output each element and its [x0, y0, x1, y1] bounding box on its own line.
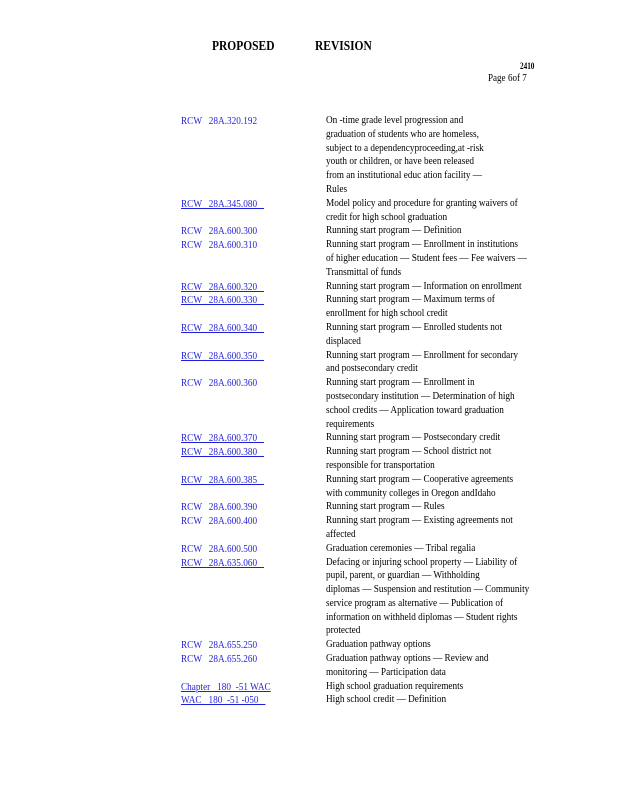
citation-description — [326, 197, 616, 225]
description-line: school credits — Application toward graduation — [326, 403, 504, 416]
description-line: protected — [326, 624, 361, 637]
description-line: with community colleges in Oregon andIdaho — [326, 486, 496, 499]
description-line: Running start program — Enrollment in institutions — [326, 238, 518, 251]
citation-label: RCW 28A.655.250 — [181, 639, 258, 652]
citation-description — [326, 473, 616, 501]
description-line: of higher education — Student fees — Fee waivers — — [326, 251, 527, 264]
citation-label: RCW 28A.600.400 — [181, 515, 258, 528]
citation-link[interactable]: RCW 28A.600.380 — [181, 446, 265, 459]
reference-row — [0, 431, 618, 445]
citation-description — [326, 652, 616, 680]
description-line: Defacing or injuring school property — Liability of — [326, 555, 518, 568]
description-line: youth or children, or have been released — [326, 155, 475, 168]
citation-label: RCW 28A.600.500 — [181, 542, 258, 555]
reference-row — [0, 376, 618, 431]
description-line: On -time grade level progression and — [326, 114, 464, 126]
description-line: Running start program — Definition — [326, 224, 462, 237]
citation-link[interactable]: Chapter 180 -51 WAC — [181, 680, 271, 693]
reference-row — [0, 114, 618, 197]
description-line: High school graduation requirements — [326, 679, 464, 692]
citation-label: RCW 28A.600.300 — [181, 225, 258, 238]
citation-description — [326, 349, 616, 377]
description-line: credit for high school graduation — [326, 210, 448, 223]
citation-link[interactable]: RCW 28A.600.330 — [181, 294, 265, 307]
reference-row — [0, 556, 618, 639]
reference-row — [0, 445, 618, 473]
citation-label: RCW 28A.600.390 — [181, 501, 258, 514]
citation-description — [326, 280, 616, 294]
citation-description — [326, 500, 616, 514]
header-title-revision: REVISION — [315, 39, 372, 54]
citation-label: RCW 28A.600.360 — [181, 377, 258, 390]
reference-row — [0, 238, 618, 279]
page-of: 6of 7 — [508, 72, 527, 84]
description-line: Graduation pathway options — Review and — [326, 652, 489, 665]
reference-row — [0, 280, 618, 294]
description-line: Graduation ceremonies — Tribal regalia — [326, 541, 476, 554]
header-title-proposed: PROPOSED — [212, 39, 275, 54]
citation-description — [326, 293, 616, 321]
description-line: affected — [326, 527, 356, 540]
citation-label: RCW 28A.600.310 — [181, 239, 258, 252]
description-line: pupil, parent, or guardian — Withholding — [326, 569, 480, 582]
reference-row — [0, 652, 618, 680]
reference-row — [0, 349, 618, 377]
citation-link[interactable]: RCW 28A.635.060 — [181, 556, 265, 569]
reference-row — [0, 514, 618, 542]
reference-row — [0, 500, 618, 514]
description-line: High school credit — Definition — [326, 693, 447, 706]
description-line: Running start program — Enrollment for secondary — [326, 348, 518, 361]
reference-row — [0, 224, 618, 238]
citation-description — [326, 680, 616, 694]
description-line: Running start program — Maximum terms of — [326, 293, 495, 306]
description-line: postsecondary institution — Determination of high — [326, 389, 515, 402]
description-line: information on withheld diplomas — Student rights — [326, 610, 518, 623]
citation-description — [326, 542, 616, 556]
description-line: service program as alternative — Publication of — [326, 596, 504, 609]
page-label: Page — [488, 72, 506, 84]
description-line: Rules — [326, 182, 348, 195]
citation-link[interactable]: RCW 28A.600.385 — [181, 473, 265, 486]
citation-link[interactable]: RCW 28A.600.320 — [181, 280, 265, 293]
description-line: Running start program — Rules — [326, 500, 445, 513]
citation-description — [326, 445, 616, 473]
description-line: Running start program — Postsecondary credit — [326, 431, 501, 444]
citation-description — [326, 224, 616, 238]
description-line: monitoring — Participation data — [326, 665, 446, 678]
description-line: Running start program — Information on enrollment — [326, 279, 522, 292]
description-line: requirements — [326, 417, 375, 430]
citation-link[interactable]: RCW 28A.600.340 — [181, 321, 265, 334]
description-line: responsible for transportation — [326, 458, 435, 471]
citation-link[interactable]: WAC 180 -51 -050 — [181, 694, 266, 707]
description-line: Running start program — Existing agreements not — [326, 514, 513, 527]
reference-row — [0, 197, 618, 225]
citation-description — [326, 638, 616, 652]
description-line: Model policy and procedure for granting waivers of — [326, 196, 518, 209]
reference-row — [0, 638, 618, 652]
citation-description — [326, 321, 616, 349]
description-line: Transmittal of funds — [326, 265, 402, 278]
citation-label: RCW 28A.655.260 — [181, 653, 258, 666]
description-line: Running start program — Enrollment in — [326, 376, 475, 389]
description-line: Running start program — Cooperative agreements — [326, 472, 514, 485]
description-line: Graduation pathway options — [326, 638, 431, 651]
reference-row — [0, 693, 618, 707]
citation-link[interactable]: RCW 28A.600.350 — [181, 349, 265, 362]
description-line: graduation of students who are homeless, — [326, 127, 479, 140]
description-line: Running start program — Enrolled students not — [326, 320, 503, 333]
document-header — [0, 39, 618, 57]
reference-row — [0, 321, 618, 349]
citation-description — [326, 514, 616, 542]
citation-description — [326, 556, 616, 639]
description-line: Running start program — School district not — [326, 445, 492, 458]
reference-row — [0, 293, 618, 321]
citation-description — [326, 238, 616, 279]
policy-number: 2410 — [520, 61, 535, 71]
description-line: from an institutional educ ation facility — — [326, 169, 483, 182]
reference-row — [0, 542, 618, 556]
reference-row — [0, 473, 618, 501]
page-number — [488, 72, 529, 84]
description-line: subject to a dependencyproceeding,at -risk — [326, 141, 484, 154]
citation-description — [326, 431, 616, 445]
description-line: enrollment for high school credit — [326, 307, 448, 320]
citation-description — [326, 693, 616, 707]
citation-description — [326, 114, 616, 197]
citation-description — [326, 376, 616, 431]
description-line: and postsecondary credit — [326, 362, 418, 375]
reference-row — [0, 680, 618, 694]
citation-link[interactable]: RCW 28A.345.080 — [181, 197, 265, 210]
description-line: diplomas — Suspension and restitution — Community — [326, 583, 530, 596]
citation-label: RCW 28A.320.192 — [181, 115, 258, 127]
description-line: displaced — [326, 334, 361, 347]
legal-reference-list — [0, 114, 618, 707]
citation-link[interactable]: RCW 28A.600.370 — [181, 432, 265, 445]
